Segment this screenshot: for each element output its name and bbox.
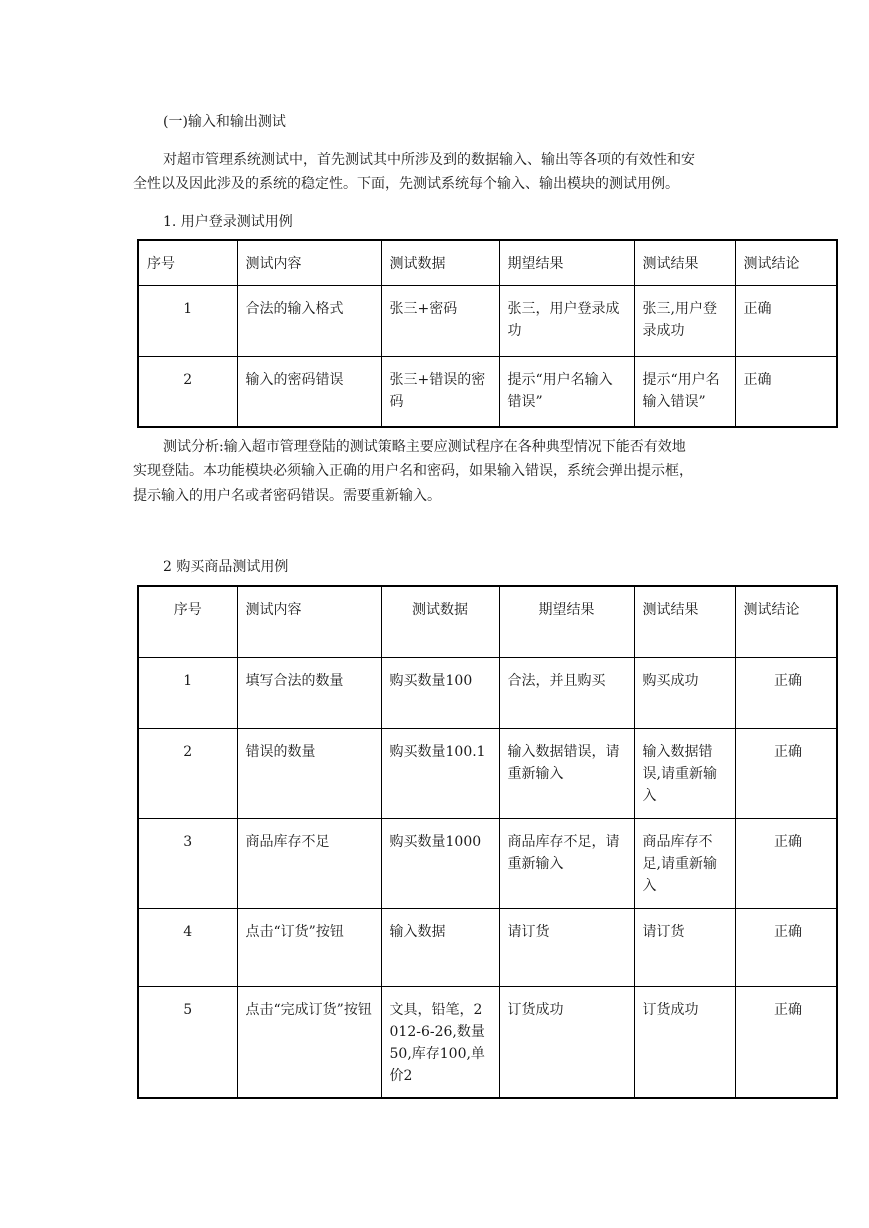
intro-line-2: 全性以及因此涉及的系统的稳定性。下面，先测试系统每个输入、输出模块的测试用例。	[133, 176, 679, 192]
cell-content: 合法的输入格式	[237, 285, 381, 356]
cell-index: 3	[138, 818, 237, 908]
header-cell: 测试结论	[735, 586, 837, 657]
table2-caption: 2 购买商品测试用例	[163, 559, 289, 575]
cell-expected: 提示“用户名输入错误”	[499, 356, 634, 427]
table-row	[138, 657, 837, 728]
cell-expected: 商品库存不足，请重新输入	[499, 818, 634, 908]
cell-result: 请订货	[634, 908, 735, 986]
cell-content: 输入的密码错误	[237, 356, 381, 427]
header-cell: 序号	[138, 240, 237, 285]
cell-expected: 订货成功	[499, 986, 634, 1098]
cell-expected: 合法，并且购买	[499, 657, 634, 728]
cell-result: 商品库存不足,请重新输入	[634, 818, 735, 908]
header-cell: 测试内容	[237, 586, 381, 657]
table1-caption: 1. 用户登录测试用例	[163, 214, 293, 230]
table-row	[138, 986, 837, 1098]
cell-index: 2	[138, 356, 237, 427]
cell-data: 张三+密码	[381, 285, 499, 356]
cell-content: 点击“完成订货”按钮	[237, 986, 381, 1098]
cell-data: 购买数量1000	[381, 818, 499, 908]
cell-content: 错误的数量	[237, 728, 381, 818]
cell-result: 购买成功	[634, 657, 735, 728]
cell-data: 张三+错误的密码	[381, 356, 499, 427]
table-row	[138, 285, 837, 356]
cell-data: 购买数量100	[381, 657, 499, 728]
section-heading: (一)输入和输出测试	[163, 114, 286, 130]
login-test-table	[137, 239, 838, 428]
table-row	[138, 356, 837, 427]
cell-data: 文具，铅笔，2012-6-26,数量50,库存100,单价2	[381, 986, 499, 1098]
header-cell: 期望结果	[499, 240, 634, 285]
table-row	[138, 908, 837, 986]
header-cell: 测试结果	[634, 240, 735, 285]
cell-conclusion: 正确	[735, 285, 837, 356]
analysis-line-2: 实现登陆。本功能模块必须输入正确的用户名和密码，如果输入错误，系统会弹出提示框，	[133, 463, 693, 479]
cell-index: 2	[138, 728, 237, 818]
cell-result: 输入数据错误,请重新输入	[634, 728, 735, 818]
cell-result: 订货成功	[634, 986, 735, 1098]
cell-result: 提示“用户名输入错误”	[634, 356, 735, 427]
header-cell: 测试结论	[735, 240, 837, 285]
table-header-row	[138, 586, 837, 657]
header-cell: 测试数据	[381, 240, 499, 285]
cell-expected: 请订货	[499, 908, 634, 986]
purchase-test-table	[137, 585, 838, 1099]
header-cell: 测试结果	[634, 586, 735, 657]
cell-content: 点击“订货”按钮	[237, 908, 381, 986]
table-row	[138, 818, 837, 908]
cell-index: 4	[138, 908, 237, 986]
cell-index: 1	[138, 285, 237, 356]
cell-content: 填写合法的数量	[237, 657, 381, 728]
analysis-line-1: 测试分析:输入超市管理登陆的测试策略主要应测试程序在各种典型情况下能否有效地	[163, 439, 686, 455]
cell-conclusion: 正确	[735, 657, 837, 728]
cell-conclusion: 正确	[735, 356, 837, 427]
header-cell: 期望结果	[499, 586, 634, 657]
cell-result: 张三,用户登录成功	[634, 285, 735, 356]
cell-index: 5	[138, 986, 237, 1098]
table-header-row	[138, 240, 837, 285]
cell-conclusion: 正确	[735, 986, 837, 1098]
cell-expected: 张三，用户登录成功	[499, 285, 634, 356]
intro-line-1: 对超市管理系统测试中，首先测试其中所涉及到的数据输入、输出等各项的有效性和安	[163, 152, 695, 168]
cell-conclusion: 正确	[735, 728, 837, 818]
cell-expected: 输入数据错误，请重新输入	[499, 728, 634, 818]
cell-conclusion: 正确	[735, 818, 837, 908]
cell-index: 1	[138, 657, 237, 728]
header-cell: 测试数据	[381, 586, 499, 657]
analysis-line-3: 提示输入的用户名或者密码错误。需要重新输入。	[133, 488, 441, 504]
cell-data: 购买数量100.1	[381, 728, 499, 818]
cell-data: 输入数据	[381, 908, 499, 986]
table-row	[138, 728, 837, 818]
header-cell: 测试内容	[237, 240, 381, 285]
cell-content: 商品库存不足	[237, 818, 381, 908]
header-cell: 序号	[138, 586, 237, 657]
cell-conclusion: 正确	[735, 908, 837, 986]
